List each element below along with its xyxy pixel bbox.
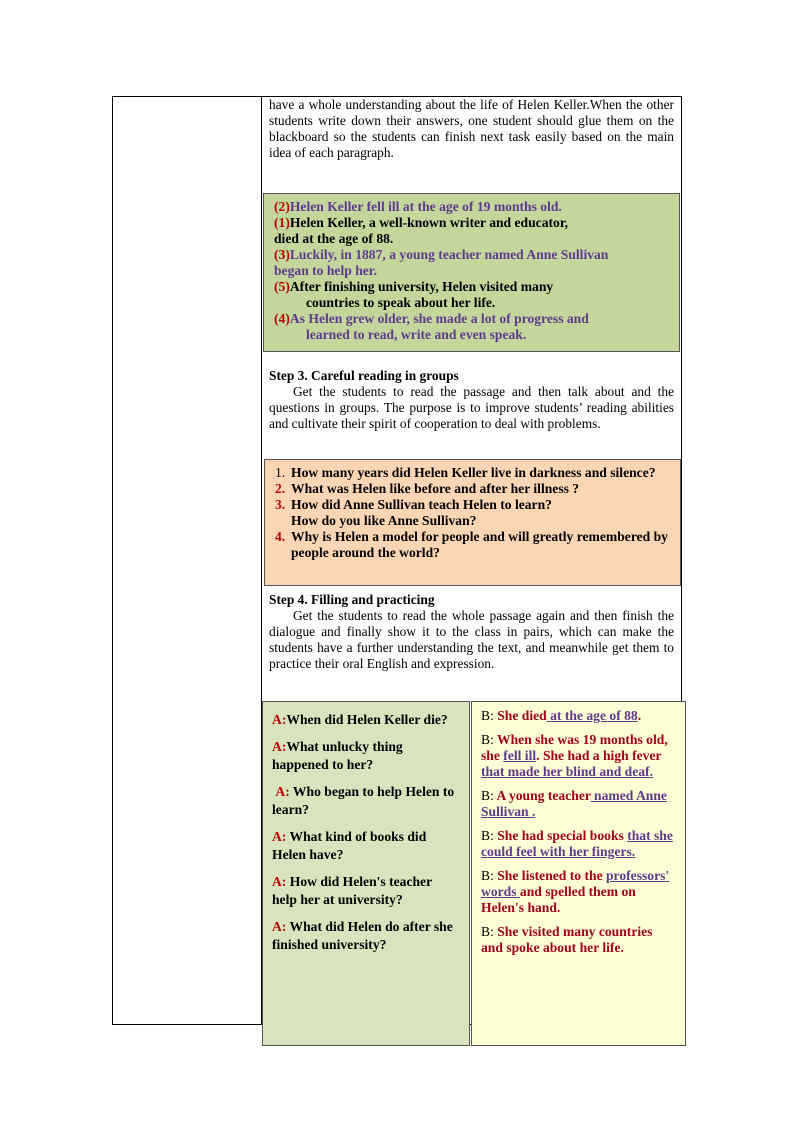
order-item-cont: learned to read, write and even speak. — [306, 327, 527, 342]
question-item: 3. How did Anne Sullivan teach Helen to learn? — [275, 497, 552, 512]
dialogue-question: A:When did Helen Keller die? — [272, 712, 448, 727]
step4-heading: Step 4. Filling and practicing — [269, 592, 435, 607]
order-item: (1)Helen Keller, a well-known writer and educator, — [274, 215, 569, 230]
order-item-cont: died at the age of 88. — [274, 231, 394, 246]
question-item: 1. How many years did Helen Keller live in darkness and silence? — [275, 465, 656, 480]
dialogue-question: A: Who began to help Helen to learn? — [272, 783, 455, 817]
order-item-cont: began to help her. — [274, 263, 377, 278]
question-item: 4. Why is Helen a model for people and will greatly remembered by people around the world? — [275, 529, 668, 560]
order-item: (5)After finishing university, Helen visited many — [274, 279, 554, 294]
order-item: (2)Helen Keller fell ill at the age of 19 months old. — [274, 199, 562, 214]
order-item: (4)As Helen grew older, she made a lot of progress and — [274, 311, 589, 326]
order-item: (3)Luckily, in 1887, a young teacher named Anne Sullivan — [274, 247, 609, 262]
dialogue-answer: B: She listened to the professors' words and spelled them on Helen's hand. — [481, 868, 670, 915]
question-item-cont: How do you like Anne Sullivan? — [291, 513, 477, 528]
order-item-cont: countries to speak about her life. — [306, 295, 496, 310]
dialogue-answer: B: She had special books that she could feel with her fingers. — [481, 828, 673, 859]
step3-heading: Step 3. Careful reading in groups — [269, 368, 459, 383]
dialogue-answer: B: A young teacher named Anne Sullivan . — [481, 788, 667, 819]
dialogue-answers-box — [471, 701, 686, 1046]
dialogue-question: A: What did Helen do after she finished university? — [272, 918, 453, 952]
dialogue-question: A: What kind of books did Helen have? — [272, 828, 427, 862]
dialogue-questions-box — [262, 701, 470, 1046]
dialogue-question: A:What unlucky thing happened to her? — [272, 738, 403, 772]
question-item: 2. What was Helen like before and after her illness ? — [275, 481, 580, 496]
step3-body: Get the students to read the passage and then talk about and the questions in groups. The purpose is to improve students’ reading abilities and cultivate their spirit of cooperation to deal with problems. — [269, 384, 674, 431]
paragraph-order-box — [263, 193, 680, 352]
dialogue-answer: B: She died at the age of 88. — [481, 708, 642, 723]
step4-body: Get the students to read the whole passage again and then finish the dialogue and finally show it to the class in pairs, which can make the students have a further understanding the text, and meanwhile get them to practice their oral English and expression. — [269, 608, 674, 671]
reading-questions-box — [264, 459, 681, 586]
dialogue-answer: B: She visited many countries and spoke about her life. — [481, 924, 653, 955]
dialogue-question: A: How did Helen's teacher help her at university? — [272, 873, 432, 907]
dialogue-answer: B: When she was 19 months old, she fell ill. She had a high fever that made her blind and deaf. — [481, 732, 668, 779]
intro-paragraph: have a whole understanding about the life of Helen Keller.When the other students write down their answers, one student should glue them on the blackboard so the students can finish next task easily based on the main idea of each paragraph. — [269, 97, 674, 160]
